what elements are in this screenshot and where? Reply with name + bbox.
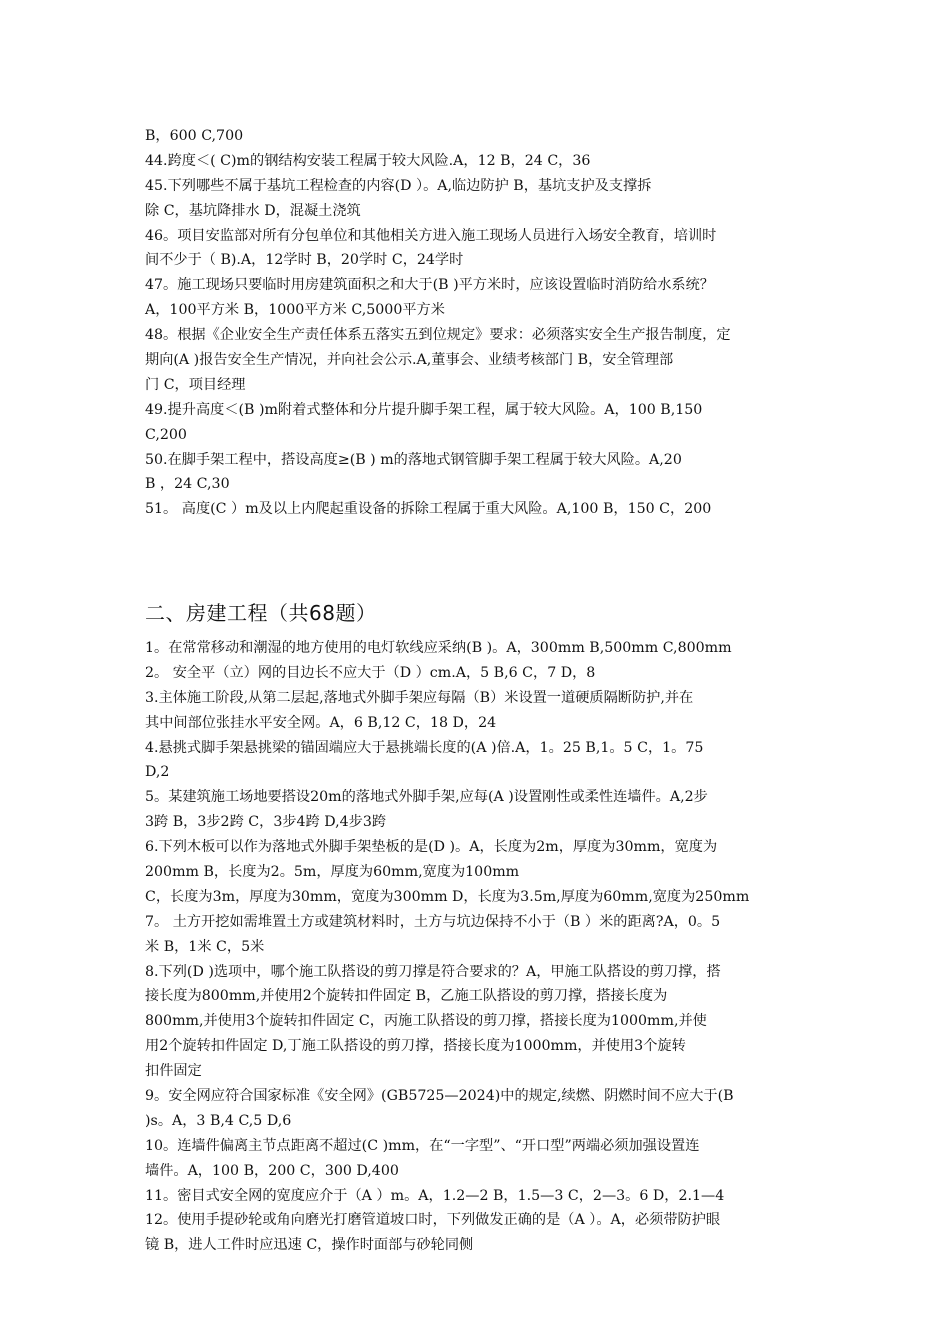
text-line: 44.跨度＜( C)m的钢结构安装工程属于较大风险.A，12 B，24 C，36: [145, 152, 591, 169]
text-line: C，长度为3m，厚度为30mm，宽度为300mm D，长度为3.5m,厚度为60mm,宽度为250mm: [145, 888, 750, 905]
text-line: 7。 土方开挖如需堆置土方或建筑材料时，土方与坑边保持不小于（B ）米的距离?A，0。5: [145, 913, 721, 930]
text-line: B，600 C,700: [145, 128, 244, 144]
text-line: 12。使用手提砂轮或角向磨光打磨管道坡口时，下列做发正确的是（A ）。A，必须带防护眼: [145, 1212, 721, 1229]
text-line: B ，24 C,30: [145, 476, 230, 493]
text-line: 48。根据《企业安全生产责任体系五落实五到位规定》要求：必须落实安全生产报告制度，定: [145, 327, 731, 344]
text-line: 200mm B，长度为2。5m，厚度为60mm,宽度为100mm: [145, 864, 520, 881]
text-line: D,2: [145, 764, 170, 781]
text-line: 3跨 B，3步2跨 C，3步4跨 D,4步3跨: [145, 814, 387, 831]
section-2-questions: [145, 636, 815, 1258]
text-line: )s。A，3 B,4 C,5 D,6: [145, 1112, 292, 1129]
text-line: 50.在脚手架工程中，搭设高度≥(B ) m的落地式钢管脚手架工程属于较大风险。A,20: [145, 451, 682, 468]
text-line: 4.悬挑式脚手架悬挑梁的锚固端应大于悬挑端长度的(A )倍.A，1。25 B,1。5 C，1。75: [145, 739, 704, 756]
text-line: 8.下列(D )选项中，哪个施工队搭设的剪刀撑是符合要求的？A，甲施工队搭设的剪刀撑，搭: [145, 963, 721, 980]
text-line: 除 C，基坑降排水 D，混凝土浇筑: [145, 202, 361, 219]
text-line: 800mm,并使用3个旋转扣件固定 C，丙施工队搭设的剪刀撑，搭接长度为1000mm,并使: [145, 1013, 707, 1030]
text-line: 6.下列木板可以作为落地式外脚手架垫板的是(D )。A，长度为2m，厚度为30mm，宽度为: [145, 839, 718, 856]
text-line: 其中间部位张挂水平安全网。A，6 B,12 C，18 D，24: [145, 714, 497, 731]
text-line: 9。安全网应符合国家标准《安全网》(GB5725—2024)中的规定,续燃、阴燃时间不应大于(B: [145, 1088, 734, 1105]
text-line: C,200: [145, 426, 187, 443]
text-line: 2。 安全平（立）网的目边长不应大于（D ）cm.A，5 B,6 C，7 D，8: [145, 664, 596, 681]
text-line: 间不少于（ B).A，12学时 B，20学时 C，24学时: [145, 252, 464, 269]
text-line: A，100平方米 B，1000平方米 C,5000平方米: [145, 302, 445, 319]
text-line: 47。施工现场只要临时用房建筑面积之和大于(B )平方米时，应该设置临时消防给水系统？: [145, 277, 714, 294]
section-1-questions: [145, 124, 815, 522]
text-line: 10。连墙件偏离主节点距离不超过(C )mm，在“一字型”、“开口型”两端必须加强设置连: [145, 1137, 700, 1154]
text-line: 门 C，项目经理: [145, 376, 246, 393]
text-line: 45.下列哪些不属于基坑工程检查的内容(D ）。A,临边防护 B，基坑支护及支撑拆: [145, 177, 652, 194]
text-line: 镜 B，进人工件时应迅速 C，操作时面部与砂轮同侧: [145, 1237, 474, 1254]
text-line: 米 B，1米 C，5米: [145, 938, 265, 955]
text-line: 1。在常常移动和潮湿的地方使用的电灯软线应采纳(B )。A，300mm B,500mm C,800mm: [145, 640, 732, 656]
section-2: [145, 596, 815, 1258]
section-2-heading: 二、房建工程（共68题）: [145, 601, 377, 625]
text-line: 11。密目式安全网的宽度应介于（A ）m。A，1.2—2 B，1.5—3 C，2—3。6 D，2.1—4: [145, 1187, 725, 1204]
text-line: 期向(A )报告安全生产情况，并向社会公示.A,董事会、业绩考核部门 B，安全管理部: [145, 352, 674, 369]
text-line: 扣件固定: [145, 1063, 202, 1080]
text-line: 51。 高度(C ）m及以上内爬起重设备的拆除工程属于重大风险。A,100 B，150 C，200: [145, 501, 712, 518]
text-line: 3.主体施工阶段,从第二层起,落地式外脚手架应每隔（B）米设置一道硬质隔断防护,并在: [145, 689, 694, 706]
text-line: 46。项目安监部对所有分包单位和其他相关方进入施工现场人员进行入场安全教育，培训时: [145, 227, 717, 244]
text-line: 49.提升高度＜(B )m附着式整体和分片提升脚手架工程，属于较大风险。A，100 B,150: [145, 401, 703, 418]
text-line: 接长度为800mm,并使用2个旋转扣件固定 B，乙施工队搭设的剪刀撑，搭接长度为: [145, 988, 668, 1005]
text-line: 用2个旋转扣件固定 D,丁施工队搭设的剪刀撑，搭接长度为1000mm，并使用3个旋转: [145, 1038, 686, 1055]
text-line: 5。某建筑施工场地要搭设20m的落地式外脚手架,应每(A )设置刚性或柔性连墙件。A,2步: [145, 789, 708, 806]
text-line: 墙件。A，100 B，200 C，300 D,400: [145, 1162, 399, 1179]
